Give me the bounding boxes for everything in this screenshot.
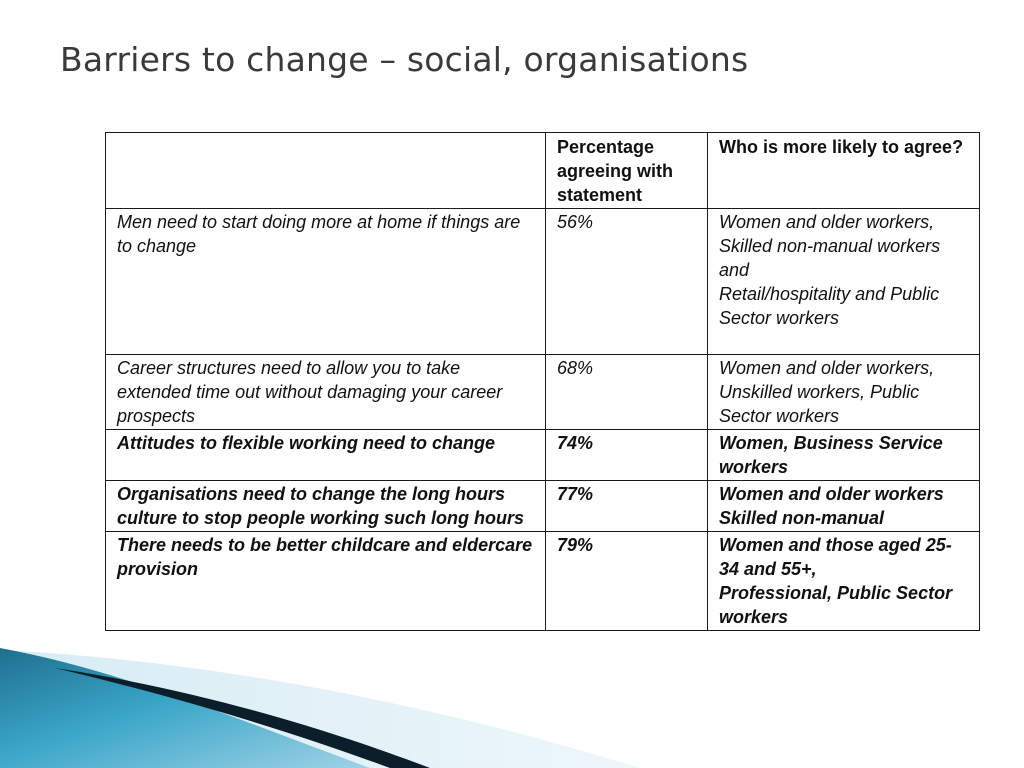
statement-cell: Attitudes to flexible working need to change xyxy=(106,430,546,481)
who-line: Women and older workers, xyxy=(719,212,935,232)
table-row xyxy=(106,209,980,355)
wave-blue-shape xyxy=(0,648,370,768)
who-cell xyxy=(708,209,980,355)
statement-cell: Men need to start doing more at home if things are to change xyxy=(106,209,546,355)
who-line: Women, Business Service workers xyxy=(719,433,943,477)
who-line: Retail/hospitality and Public Sector workers xyxy=(719,284,940,328)
who-line: Skilled non-manual workers and xyxy=(719,236,941,280)
percentage-cell: 77% xyxy=(546,481,708,532)
who-line: Women and older workers xyxy=(719,484,944,504)
statement-cell: Organisations need to change the long hours culture to stop people working such long hours xyxy=(106,481,546,532)
header-who: Who is more likely to agree? xyxy=(708,133,980,209)
table-row xyxy=(106,430,980,481)
who-line: Unskilled workers, Public Sector workers xyxy=(719,382,920,426)
table-row xyxy=(106,532,980,631)
who-line: Skilled non-manual xyxy=(719,508,885,528)
who-line: Professional, Public Sector workers xyxy=(719,583,953,627)
table-row xyxy=(106,481,980,532)
statement-cell: Career structures need to allow you to take extended time out without damaging your career prospects xyxy=(106,355,546,430)
header-percentage: Percentage agreeing with statement xyxy=(546,133,708,209)
percentage-cell: 68% xyxy=(546,355,708,430)
table-row xyxy=(106,355,980,430)
wave-light-shape xyxy=(0,650,640,768)
who-cell xyxy=(708,532,980,631)
percentage-cell: 79% xyxy=(546,532,708,631)
survey-table xyxy=(105,132,980,631)
header-statement xyxy=(106,133,546,209)
who-line: Women and older workers, xyxy=(719,358,935,378)
percentage-cell: 74% xyxy=(546,430,708,481)
wave-dark-shape xyxy=(55,668,430,768)
who-line: Women and those aged 25-34 and 55+, xyxy=(719,535,952,579)
who-cell xyxy=(708,481,980,532)
percentage-cell: 56% xyxy=(546,209,708,355)
who-cell xyxy=(708,430,980,481)
table-header-row xyxy=(106,133,980,209)
who-cell xyxy=(708,355,980,430)
slide-title: Barriers to change – social, organisations xyxy=(60,40,749,79)
statement-cell: There needs to be better childcare and eldercare provision xyxy=(106,532,546,631)
